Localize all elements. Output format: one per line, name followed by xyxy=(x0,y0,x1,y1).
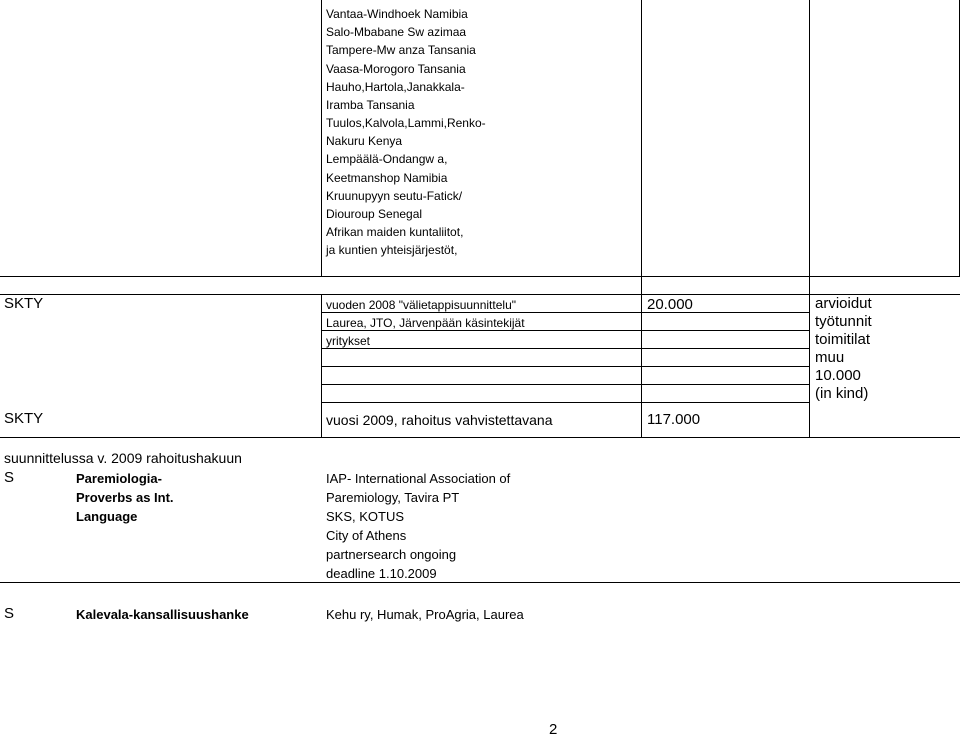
partnership-line: Keetmanshop Namibia xyxy=(326,171,448,185)
skty1-note: (in kind) xyxy=(815,385,869,402)
partnership-line: ja kuntien yhteisjärjestöt, xyxy=(326,243,458,257)
project1-name: Proverbs as Int. xyxy=(76,490,174,505)
partnership-line: Nakuru Kenya xyxy=(326,134,403,148)
partnership-line: Afrikan maiden kuntaliitot, xyxy=(326,225,464,239)
partnership-line: Tampere-Mw anza Tansania xyxy=(326,43,476,57)
skty1-note: toimitilat xyxy=(815,331,871,348)
project1-org: S xyxy=(4,469,15,486)
page-number: 2 xyxy=(549,721,558,738)
grid-line-h-10 xyxy=(0,582,960,583)
partnership-line: Hauho,Hartola,Janakkala- xyxy=(326,80,465,94)
project1-detail: Paremiology, Tavira PT xyxy=(326,490,460,505)
skty1-amount: 20.000 xyxy=(647,296,693,313)
skty1-note: muu xyxy=(815,349,845,366)
partnership-line: Vaasa-Morogoro Tansania xyxy=(326,62,466,76)
section-heading: suunnittelussa v. 2009 rahoitushakuun xyxy=(4,450,242,466)
grid-line-v-right xyxy=(809,0,810,437)
project1-detail: SKS, KOTUS xyxy=(326,509,405,524)
project1-detail: deadline 1.10.2009 xyxy=(326,566,437,581)
project1-detail: IAP- International Association of xyxy=(326,471,511,486)
project1-detail: City of Athens xyxy=(326,528,407,543)
project2-org: S xyxy=(4,605,15,622)
project2-name: Kalevala-kansallisuushanke xyxy=(76,607,249,622)
grid-line-h-7 xyxy=(321,384,809,385)
skty1-description: vuoden 2008 "välietappisuunnittelu" xyxy=(326,298,516,312)
skty-org-label: SKTY xyxy=(4,295,44,312)
grid-line-h-1 xyxy=(0,276,960,277)
project1-name: Paremiologia- xyxy=(76,471,162,486)
skty1-partners: Laurea, JTO, Järvenpään käsintekijät xyxy=(326,316,525,330)
skty1-partners-2: yritykset xyxy=(326,334,371,348)
skty1-note: työtunnit xyxy=(815,313,872,330)
partnership-line: Kruunupyyn seutu-Fatick/ xyxy=(326,189,463,203)
grid-line-h-6 xyxy=(321,366,809,367)
grid-line-v-mid xyxy=(641,0,642,437)
grid-line-h-4 xyxy=(321,330,809,331)
project1-detail: partnersearch ongoing xyxy=(326,547,457,562)
skty2-amount: 117.000 xyxy=(647,411,701,428)
partnership-line: Vantaa-Windhoek Namibia xyxy=(326,7,468,21)
partnership-line: Salo-Mbabane Sw azimaa xyxy=(326,25,467,39)
skty2-description: vuosi 2009, rahoitus vahvistettavana xyxy=(326,412,553,428)
grid-line-h-8 xyxy=(321,402,809,403)
project1-name: Language xyxy=(76,509,138,524)
grid-line-h-3 xyxy=(321,312,809,313)
grid-line-v-left-top xyxy=(321,0,322,276)
skty1-note: arvioidut xyxy=(815,295,872,312)
grid-line-h-9 xyxy=(0,437,960,438)
partnership-line: Lempäälä-Ondangw a, xyxy=(326,152,448,166)
project2-detail: Kehu ry, Humak, ProAgria, Laurea xyxy=(326,607,524,622)
skty1-note: 10.000 xyxy=(815,367,861,384)
grid-line-h-5 xyxy=(321,348,809,349)
partnership-line: Iramba Tansania xyxy=(326,98,415,112)
partnership-line: Diouroup Senegal xyxy=(326,207,423,221)
partnership-line: Tuulos,Kalvola,Lammi,Renko- xyxy=(326,116,486,130)
skty-org-label: SKTY xyxy=(4,410,44,427)
